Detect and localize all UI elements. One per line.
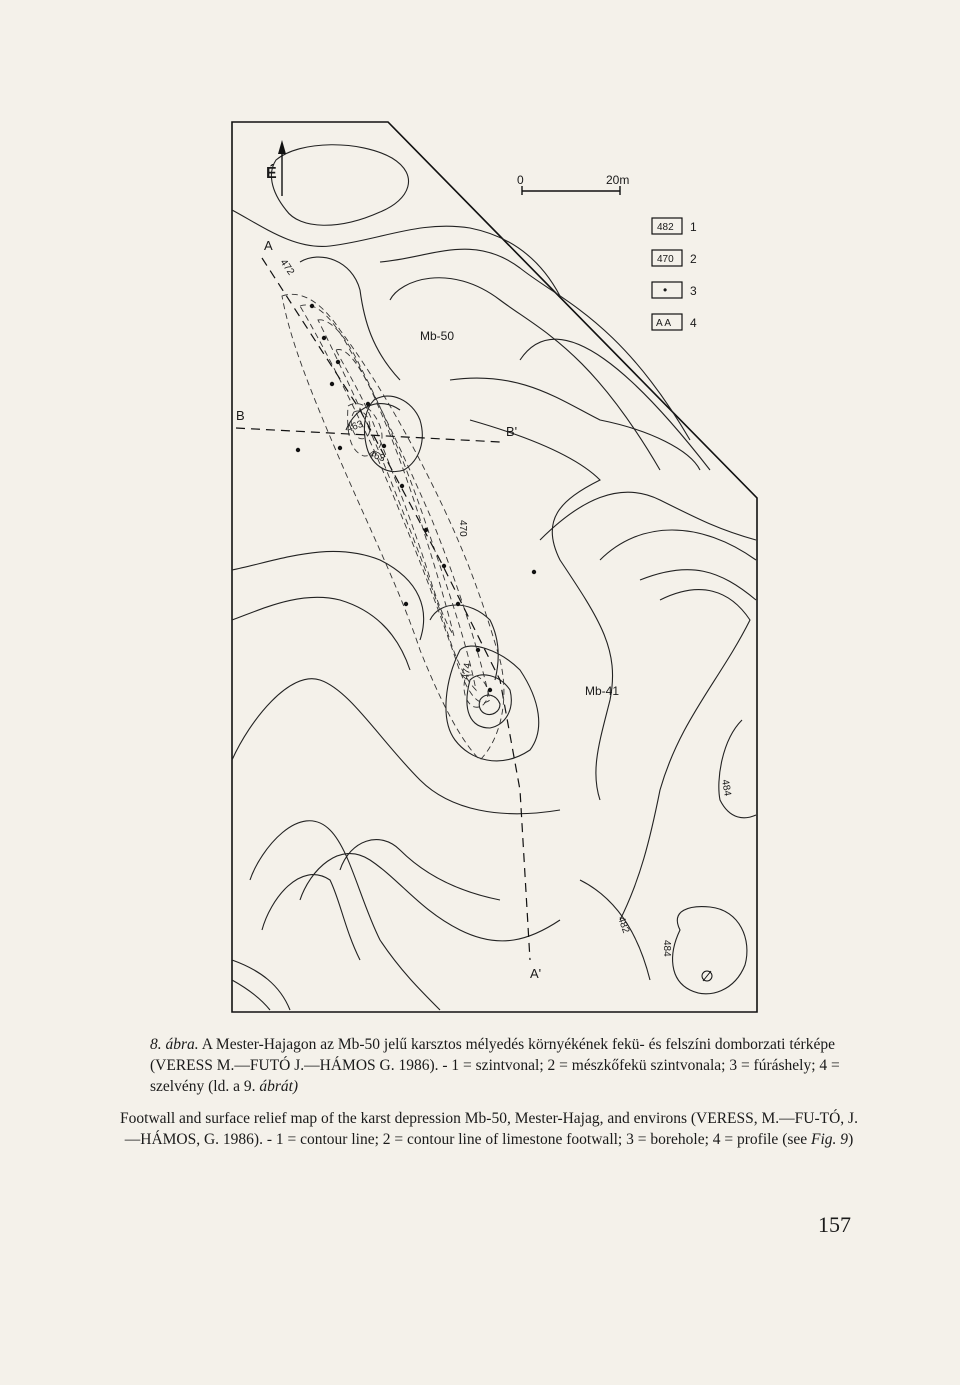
- caption-en-end: ): [848, 1131, 854, 1148]
- legend-symbol-1: 482: [657, 222, 674, 233]
- north-arrow: [266, 140, 286, 196]
- depression-label-mb50: Mb-50: [420, 329, 455, 343]
- boreholes: [296, 304, 536, 692]
- legend-number-2: 2: [690, 252, 697, 266]
- scale-end: 20m: [606, 173, 630, 187]
- contour-label: 470: [457, 520, 468, 537]
- legend: [652, 218, 697, 330]
- scale-zero: 0: [517, 173, 524, 187]
- caption-en-text: Footwall and surface relief map of the karst depression Mb-50, Mester-Hajag, and environs (VERESS, M.—FU-TÓ, J.—HÁMOS, G. 1986). - 1 = contour line; 2 = contour line of limestone footwall; 3 = borehole; 4 = profile (see: [120, 1110, 858, 1148]
- depression-label-mb41: Mb-41: [585, 684, 620, 698]
- legend-symbol-2: 470: [657, 254, 674, 265]
- caption-en-italic: Fig. 9: [811, 1131, 849, 1148]
- profile-label-b-end: B': [506, 424, 518, 439]
- limestone-footwall-contours: [282, 294, 504, 760]
- north-label: É: [266, 165, 277, 182]
- contour-label: 484: [719, 778, 733, 797]
- contour-label: 463: [345, 418, 365, 435]
- caption-hungarian: [150, 1034, 850, 1097]
- caption-hu-lead: 8. ábra.: [150, 1036, 199, 1053]
- caption-hu-italic: ábrát): [259, 1078, 299, 1095]
- contour-label: 463: [366, 448, 387, 465]
- legend-number-1: 1: [690, 220, 697, 234]
- profile-label-b: B: [236, 408, 245, 423]
- profile-label-a-end: A': [530, 966, 542, 981]
- legend-number-4: 4: [690, 316, 697, 330]
- legend-symbol-3: •: [663, 283, 668, 297]
- caption-hu-text: A Mester-Hajagon az Mb-50 jelű karsztos mélyedés környékének fekü- és felszíni domborzati térképe (VERESS M.—FUTÓ J.—HÁMOS G. 1986). - 1 = szintvonal; 2 = mészkőfekü szintvonala; 3 = fúráshely; 4 = szelvény (ld. a 9.: [150, 1036, 840, 1095]
- profile-label-a: A: [264, 238, 273, 253]
- profile-a: [262, 258, 530, 960]
- contour-label: 482: [615, 915, 632, 935]
- page-number: 157: [818, 1212, 851, 1237]
- legend-number-3: 3: [690, 284, 697, 298]
- contour-label: 472: [277, 257, 297, 278]
- caption-english: [118, 1108, 860, 1150]
- scale-bar: [517, 173, 629, 195]
- contour-label: 474: [460, 662, 474, 681]
- surface-contours: [232, 145, 756, 1010]
- legend-symbol-4: A A: [656, 318, 672, 329]
- contour-label: 484: [661, 940, 672, 957]
